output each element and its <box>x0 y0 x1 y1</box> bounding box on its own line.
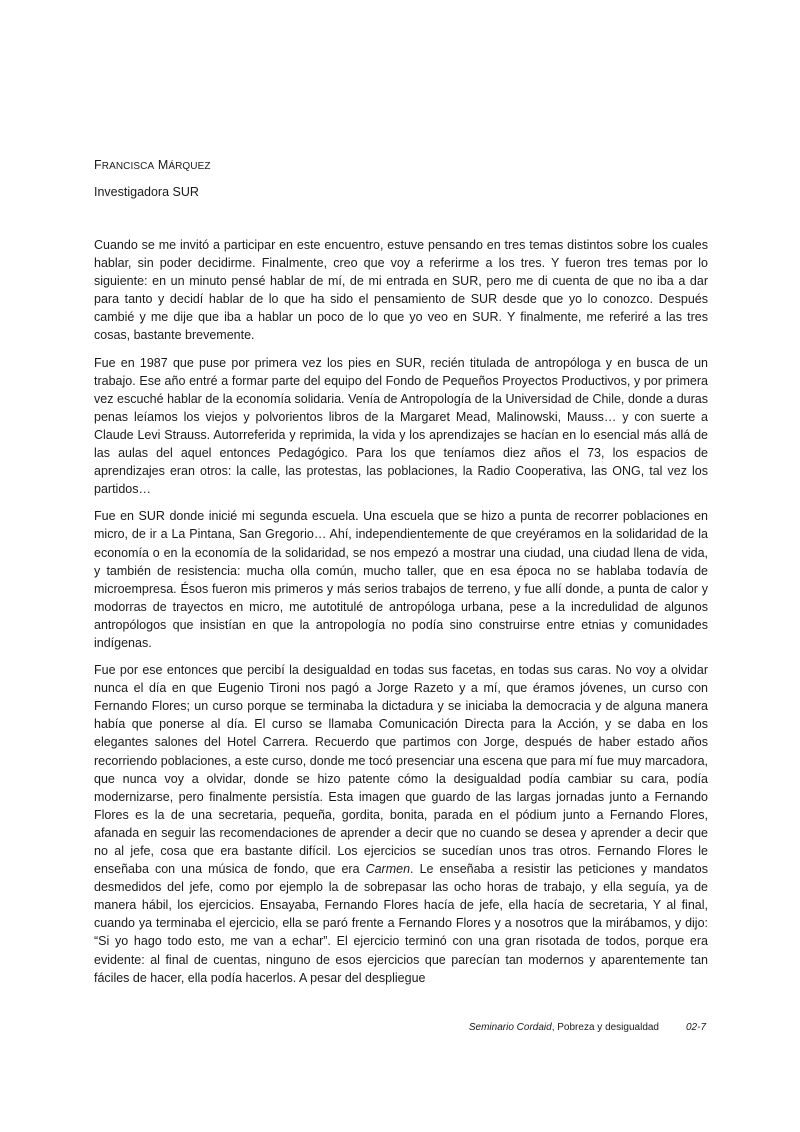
author-name <box>94 158 211 172</box>
author-first-rest: RANCISCA <box>101 161 155 172</box>
article-body <box>94 236 708 996</box>
opera-title: Carmen <box>365 862 411 877</box>
footer-seminar-subtitle: , Pobreza y desigualdad <box>551 1022 659 1033</box>
author-last-rest: ÁRQUEZ <box>168 161 211 172</box>
paragraph-4 <box>94 661 708 987</box>
paragraph-4-end: . Le enseñaba a resistir las peticiones y mandatos desmedidos del jefe, como por ejemplo la de sobrepasar las ocho horas de trabajo, y ella seguía, ya de manera hábil, los ejercicios. Ensayaba, Fernando Flores hacía de jefe, ella hacía de secretaria, Y al final, cuando ya terminaba el ejercicio, ella se paró frente a Fernando Flores y a nosotros que la mirábamos, y dijo: “Si yo hago todo esto, me van a echar”. El ejercicio terminó con una gran risotada de todos, porque era evidente: al final de cuentas, ninguno de esos ejercicios que parecían tan modernos y aparentemente tan fáciles de hacer, ella podía hacerlos. A pesar del despliegue <box>94 862 708 985</box>
author-last-initial: M <box>157 158 169 172</box>
paragraph-2: Fue en 1987 que puse por primera vez los pies en SUR, recién titulada de antropóloga y en busca de un trabajo. Ese año entré a formar parte del equipo del Fondo de Pequeños Proyectos Productivos, y por primera vez escuché hablar de la economía solidaria. Venía de Antropología de la Universidad de Chile, donde a duras penas leíamos los viejos y polvorientos libros de la Margaret Mead, Malinowski, Mauss… y con suerte a Claude Levi Strauss. Autorreferida y reprimida, la vida y los aprendizajes se hacían en lo esencial más allá de las aulas del aquel entonces Pedagógico. Para los que teníamos diez años el 73, los espacios de aprendizajes eran otros: la calle, las protestas, las poblaciones, la Radio Cooperativa, las ONG, tal vez los partidos… <box>94 355 708 497</box>
author-affiliation: Investigadora SUR <box>94 185 199 199</box>
page-number: 02-7 <box>686 1022 707 1033</box>
footer-seminar-name: Seminario Cordaid <box>468 1022 552 1033</box>
footer-seminar-title <box>469 1022 659 1033</box>
paragraph-1: Cuando se me invitó a participar en este encuentro, estuve pensando en tres temas distintos sobre los cuales hablar, sin poder decidirme. Finalmente, creo que voy a referirme a los tres. Y fueron tres temas por lo siguiente: en un minuto pensé hablar de mí, de mi entrada en SUR, pero me di cuenta de que no iba a dar para tanto y decidí hablar de lo que ha sido el pensamiento de SUR desde que yo lo conozco. Después cambié y me dije que iba a hablar un poco de lo que yo veo en SUR. Y finalmente, me referiré a las tres cosas, bastante brevemente. <box>94 238 708 343</box>
paragraph-3: Fue en SUR donde inicié mi segunda escuela. Una escuela que se hizo a punta de recorrer poblaciones en micro, de ir a La Pintana, San Gregorio… Ahí, independientemente de que creyéramos en la solidaridad de la economía o en la economía de la solidaridad, se nos empezó a mostrar una ciudad, una ciudad llena de vida, y también de resistencia: mucha olla común, mucho taller, que en esa época no se hablaba todavía de microempresa. Ésos fueron mis primeros y más serios trabajos de terreno, y fue allí donde, a punta de calor y modorras de trayectos en micro, me autotitulé de antropóloga urbana, pese a la incredulidad de algunos antropólogos que insistían en que la antropología no podía sino construirse entre etnias y comunidades indígenas. <box>94 509 708 650</box>
paragraph-4-start: Fue por ese entonces que percibí la desigualdad en todas sus facetas, en todas sus caras. No voy a olvidar nunca el día en que Eugenio Tironi nos pagó a Jorge Razeto y a mí, que éramos jóvenes, un curso con Fernando Flores; un curso porque se terminaba la dictadura y se iniciaba la democracia y de alguna manera había que ponerse al día. El curso se llamaba Comunicación Directa para la Acción, y se daba en los elegantes salones del Hotel Carrera. Recuerdo que partimos con Jorge, después de haber estado años recorriendo poblaciones, a este curso, donde me tocó presenciar una escena que para mí fue muy marcadora, que nunca voy a olvidar, donde se hizo patente cómo la desigualdad podía cambiar su cara, podía modernizarse, pero finalmente persistía. Esta imagen que guardo de las largas jornadas junto a Fernando Flores es la de una secretaria, pequeña, gordita, bonita, parada en el pódium junto a Fernando Flores, afanada en seguir las recomendaciones de aprender a decir que no cuando se desea y aprender a decir que no al jefe, cosa que era bastante difícil. Los ejercicios se sucedían unos tras otros. Fernando Flores le enseñaba con una música de fondo, que era <box>94 663 708 877</box>
author-first-initial: F <box>94 158 102 172</box>
